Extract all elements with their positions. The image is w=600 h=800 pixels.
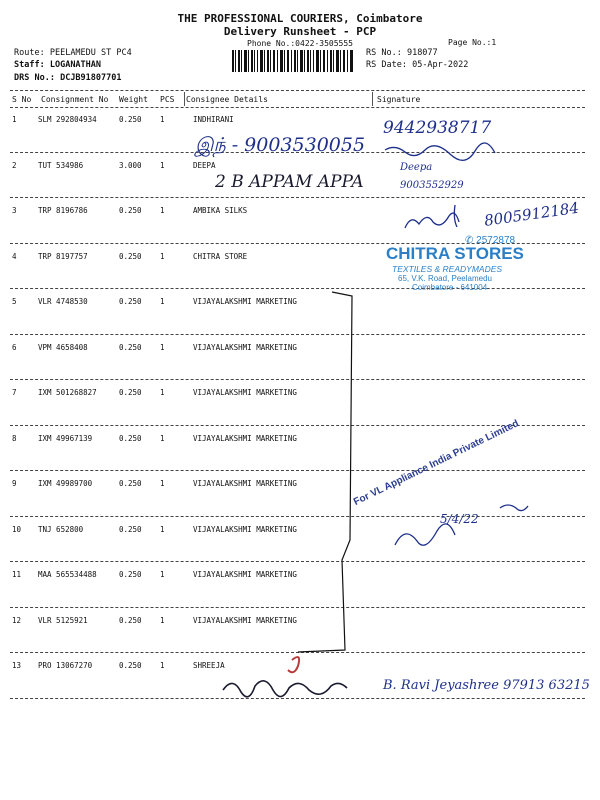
route-label: Route: [14,48,45,58]
cell-weight: 0.250 [119,433,142,443]
cell-consignment: IXM 49967139 [38,433,93,443]
col-pcs: PCS [160,95,175,104]
cell-consignment: PRO 13067270 [38,661,93,670]
page-number: Page No.:1 [448,38,497,47]
cell-consignee: VIJAYALAKSHMI MARKETING [193,342,297,352]
cell-sno: 7 [12,388,17,397]
col-signature: Signature [377,95,421,104]
cell-weight: 0.250 [119,206,142,215]
staff-value: LOGANATHAN [49,60,102,70]
rs-no-value: 918077 [406,48,438,58]
cell-consignment: VPM 4658408 [38,342,88,352]
handwritten-name: Deepa [400,162,433,173]
company-phone: Phone No.:0422-3505555 [247,39,353,48]
stamp-date: 5/4/22 [440,512,479,526]
chitra-stores-stamp [386,244,566,292]
vl-appliance-stamp: For VL Appliance India Private Limited [352,418,521,508]
signature-mark [288,657,299,672]
cell-sno: 8 [12,433,17,443]
handwritten-note: 2 B APPAM APPA [215,172,364,192]
cell-weight: 0.250 [119,342,142,352]
cell-weight: 0.250 [119,615,142,625]
cell-pcs: 1 [160,115,165,124]
handwritten-phone: B. Ravi Jeyashree 97913 63215 [383,678,590,693]
cell-weight: 0.250 [119,661,142,670]
cell-sno: 13 [12,661,22,670]
cell-pcs: 1 [160,524,165,534]
cell-weight: 0.250 [119,388,142,397]
cell-pcs: 1 [160,297,165,306]
col-sno: S No [12,95,32,104]
col-consignment: Consignment No [41,95,109,104]
cell-consignee: AMBIKA SILKS [193,206,248,215]
cell-consignee: DEEPA [193,160,216,170]
cell-pcs: 1 [160,160,165,170]
cell-sno: 11 [12,570,22,579]
handwritten-phone: 8005912184 [483,198,581,230]
stamp-line-3: Coimbatore - 641004 [412,283,488,292]
cell-sno: 2 [12,160,17,170]
cell-weight: 0.250 [119,570,142,579]
signature-mark [298,292,352,652]
signature-mark [500,505,528,511]
cell-sno: 3 [12,206,17,215]
cell-consignee: VIJAYALAKSHMI MARKETING [193,570,297,579]
cell-consignee: SHREEJA [193,661,225,670]
cell-pcs: 1 [160,615,165,625]
rs-no-label: RS No.: [366,48,402,58]
cell-consignment: TUT 534986 [38,160,84,170]
cell-consignee: VIJAYALAKSHMI MARKETING [193,524,297,534]
stamp-line-1: TEXTILES & READYMADES [392,264,503,274]
cell-consignment: TRP 8196786 [38,206,88,215]
cell-weight: 0.250 [119,297,142,306]
col-weight: Weight [119,95,148,104]
cell-sno: 4 [12,251,17,261]
cell-sno: 6 [12,342,17,352]
cell-consignment: SLM 292804934 [38,115,97,124]
rs-date-value: 05-Apr-2022 [412,60,469,70]
cell-pcs: 1 [160,570,165,579]
cell-pcs: 1 [160,661,165,670]
cell-consignment: TNJ 652800 [38,524,84,534]
cell-pcs: 1 [160,206,165,215]
stamp-line-2: 65, V.K. Road, Peelamedu [398,274,492,283]
col-consignee: Consignee Details [186,95,268,104]
cell-sno: 1 [12,115,17,124]
cell-consignment: IXM 49989700 [38,479,93,488]
cell-consignee: INDHIRANI [193,115,234,124]
cell-consignment: IXM 501268827 [38,388,97,397]
cell-consignee: VIJAYALAKSHMI MARKETING [193,297,297,306]
cell-pcs: 1 [160,479,165,488]
cell-consignee: VIJAYALAKSHMI MARKETING [193,388,297,397]
stamp-store-name: CHITRA STORES [386,244,524,263]
rs-date-label: RS Date: [366,60,407,70]
cell-pcs: 1 [160,388,165,397]
cell-consignment: MAA 565534488 [38,570,97,579]
handwritten-note: இந் - 9003530055 [195,134,366,156]
cell-pcs: 1 [160,251,165,261]
drs-value: DCJB91807701 [60,73,122,83]
stamp-phone: ✆ 2572878 [465,235,516,246]
cell-consignee: VIJAYALAKSHMI MARKETING [193,615,297,625]
cell-pcs: 1 [160,342,165,352]
signature-mark [395,524,455,545]
cell-sno: 5 [12,297,17,306]
handwritten-phone: 9003552929 [400,180,464,191]
staff-label: Staff: [14,60,45,70]
cell-weight: 0.250 [119,115,142,124]
cell-weight: 0.250 [119,251,142,261]
cell-consignment: VLR 5125921 [38,615,88,625]
route-value: PEELAMEDU ST PC4 [49,48,132,58]
signature-mark [223,681,347,697]
cell-weight: 0.250 [119,524,142,534]
cell-consignment: VLR 4748530 [38,297,88,306]
signature-mark [385,143,495,160]
company-title: THE PROFESSIONAL COURIERS, Coimbatore [177,12,423,25]
cell-weight: 0.250 [119,479,142,488]
cell-consignee: VIJAYALAKSHMI MARKETING [193,433,297,443]
cell-consignee: VIJAYALAKSHMI MARKETING [193,479,297,488]
runsheet-subtitle: Delivery Runsheet - PCP [223,25,377,38]
cell-consignment: TRP 8197757 [38,251,88,261]
cell-sno: 12 [12,615,22,625]
cell-pcs: 1 [160,433,165,443]
cell-sno: 10 [12,524,22,534]
signature-mark [405,213,459,228]
cell-consignee: CHITRA STORE [193,251,248,261]
drs-label: DRS No.: [14,73,55,83]
cell-sno: 9 [12,479,17,488]
cell-weight: 3.000 [119,160,142,170]
handwritten-phone: 9442938717 [383,118,492,138]
